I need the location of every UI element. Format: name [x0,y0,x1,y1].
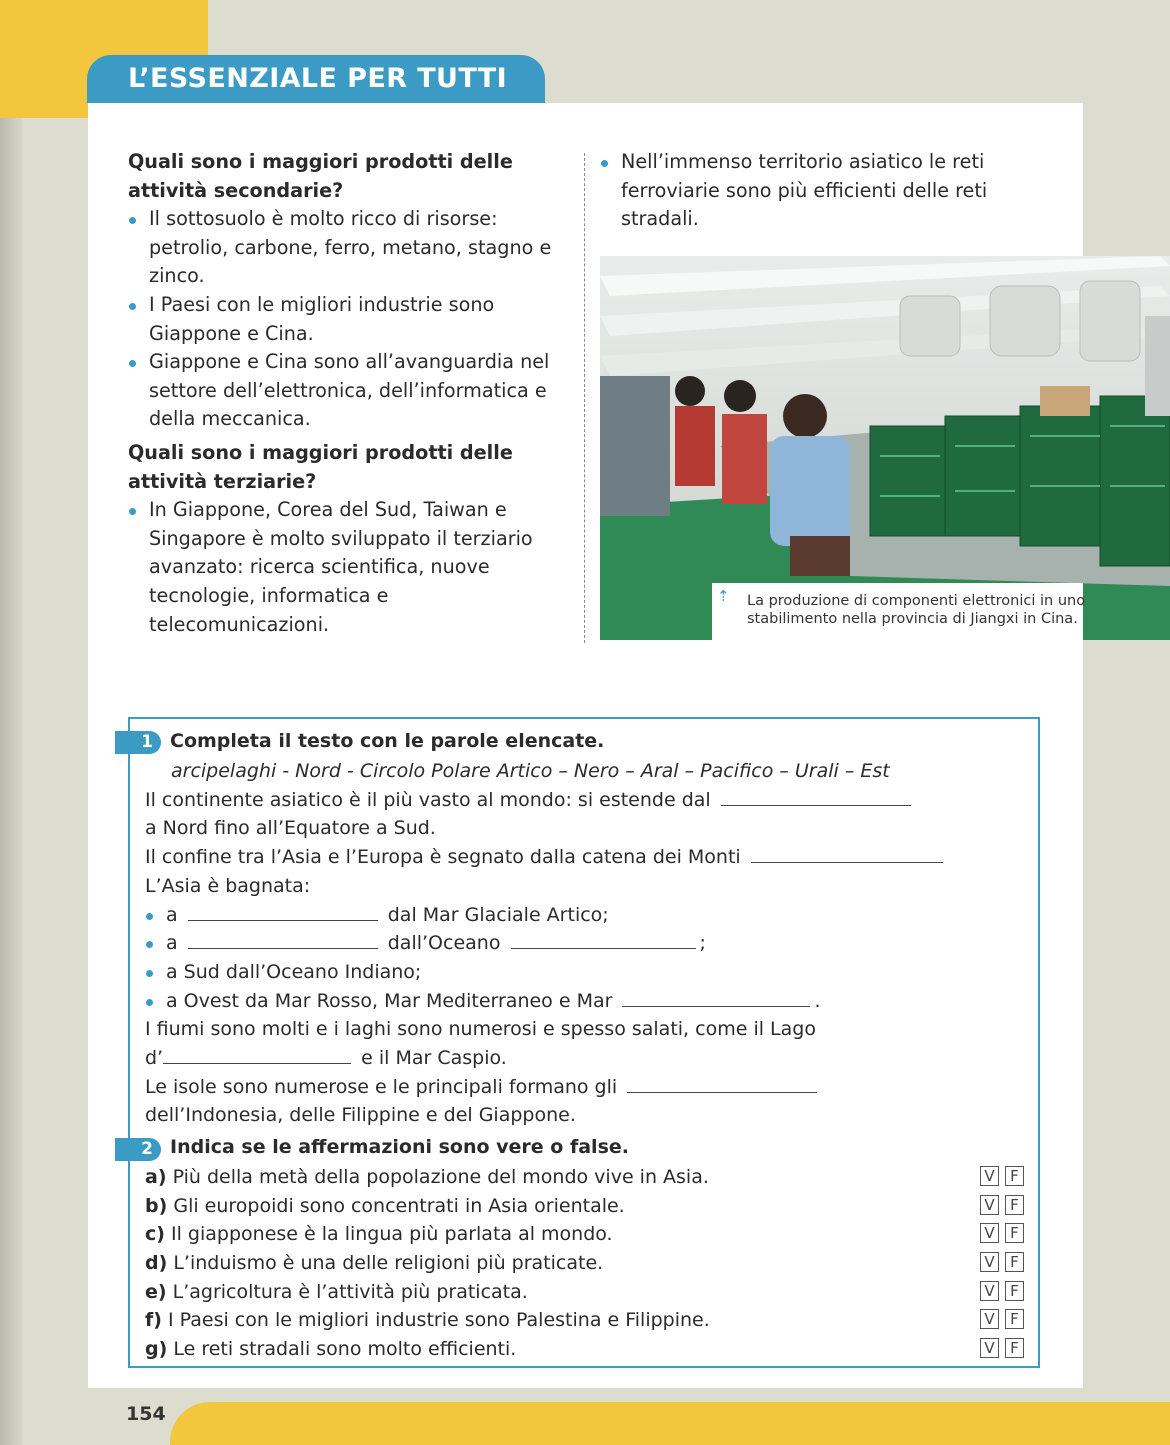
fill-blank-7[interactable] [163,1045,351,1064]
fill-blank-8[interactable] [627,1074,817,1093]
tf-item: e) L’agricoltura è l’attività più praticata. V F [145,1278,1035,1307]
bullet-item: a Sud dall’Oceano Indiano; [145,958,1025,987]
right-column [600,148,1050,234]
exercise-title-2: Indica se le affermazioni sono vere o false. [170,1136,629,1158]
false-checkbox[interactable]: F [1005,1166,1024,1186]
tf-item: g) Le reti stradali sono molto efficienti. V F [145,1335,1035,1364]
bullet-item: a Ovest da Mar Rosso, Mar Mediterraneo e Mar . [145,987,1025,1016]
text-line: dell’Indonesia, delle Filippine e del Giappone. [145,1104,576,1127]
bullet-item: In Giappone, Corea del Sud, Taiwan e Singapore è molto sviluppato il terziario avanzato: ricerca scientifica, nuove tecnologie, informatica e telecomunicazioni. [128,496,568,639]
false-checkbox[interactable]: F [1005,1252,1024,1272]
camera-icon: ⇡ [717,587,730,605]
fill-blank-4[interactable] [188,930,378,949]
bullet-item: I Paesi con le migliori industrie sono Giappone e Cina. [128,291,568,348]
question-tertiary: Quali sono i maggiori prodotti delle attività terziarie? [128,440,513,493]
bullet-item: Giappone e Cina sono all’avanguardia nel settore dell’elettronica, dell’informatica e della meccanica. [128,348,568,434]
false-checkbox[interactable]: F [1005,1338,1024,1358]
false-checkbox[interactable]: F [1005,1223,1024,1243]
tf-item: c) Il giapponese è la lingua più parlata al mondo. V F [145,1220,1035,1249]
fill-blank-1[interactable] [721,787,911,806]
text-line: Il confine tra l’Asia e l’Europa è segnato dalla catena dei Monti [145,843,1025,872]
exercise-number-2: 2 [115,1138,161,1161]
false-checkbox[interactable]: F [1005,1195,1024,1215]
book-spine-shadow [0,118,22,1445]
text-line: d’ e il Mar Caspio. [145,1047,507,1070]
true-checkbox[interactable]: V [980,1252,999,1272]
text-line: Le isole sono numerose e le principali formano gli [145,1073,1025,1102]
true-checkbox[interactable]: V [980,1223,999,1243]
section-title: L’ESSENZIALE PER TUTTI [128,63,508,94]
tf-item: f) I Paesi con le migliori industrie sono Palestina e Filippine. V F [145,1306,1035,1335]
tf-item: a) Più della metà della popolazione del mondo vive in Asia. V F [145,1163,1035,1192]
false-checkbox[interactable]: F [1005,1281,1024,1301]
column-divider [584,153,585,643]
true-checkbox[interactable]: V [980,1281,999,1301]
true-checkbox[interactable]: V [980,1338,999,1358]
bullet-item: a dall’Oceano ; [145,929,1025,958]
fill-blank-3[interactable] [188,902,378,921]
word-list: arcipelaghi - Nord - Circolo Polare Artico – Nero – Aral – Pacifico – Urali – Est [171,760,890,782]
true-checkbox[interactable]: V [980,1195,999,1215]
true-false-list [145,1163,1035,1364]
bullet-item: Nell’immenso territorio asiatico le reti ferroviarie sono più efficienti delle reti stradali. [600,148,1050,234]
tf-item: b) Gli europoidi sono concentrati in Asia orientale. V F [145,1192,1035,1221]
exercise-number-1: 1 [115,731,161,754]
text-line: a Nord fino all’Equatore a Sud. [145,817,436,840]
bullet-item: a dal Mar Glaciale Artico; [145,901,1025,930]
page-number: 154 [126,1403,166,1425]
exercise-title-1: Completa il testo con le parole elencate. [170,730,605,752]
footer-bar [170,1402,1170,1445]
true-checkbox[interactable]: V [980,1309,999,1329]
fill-blank-5[interactable] [511,930,696,949]
tf-item: d) L’induismo è una delle religioni più praticate. V F [145,1249,1035,1278]
false-checkbox[interactable]: F [1005,1309,1024,1329]
text-line: L’Asia è bagnata: [145,874,311,897]
exercise-1-text [145,757,1025,1130]
text-line: Il continente asiatico è il più vasto al mondo: si estende dal [145,786,1025,815]
text-line: I fiumi sono molti e i laghi sono numerosi e spesso salati, come il Lago [145,1018,816,1041]
fill-blank-6[interactable] [622,988,810,1007]
true-checkbox[interactable]: V [980,1166,999,1186]
question-secondary: Quali sono i maggiori prodotti delle attività secondarie? [128,150,513,202]
bullet-item: Il sottosuolo è molto ricco di risorse: petrolio, carbone, ferro, metano, stagno e zinco. [128,205,568,291]
fill-blank-2[interactable] [751,844,943,863]
left-column [128,148,568,639]
photo-caption: La produzione di componenti elettronici in uno stabilimento nella provincia di Jiangxi in Cina. [747,593,1086,627]
